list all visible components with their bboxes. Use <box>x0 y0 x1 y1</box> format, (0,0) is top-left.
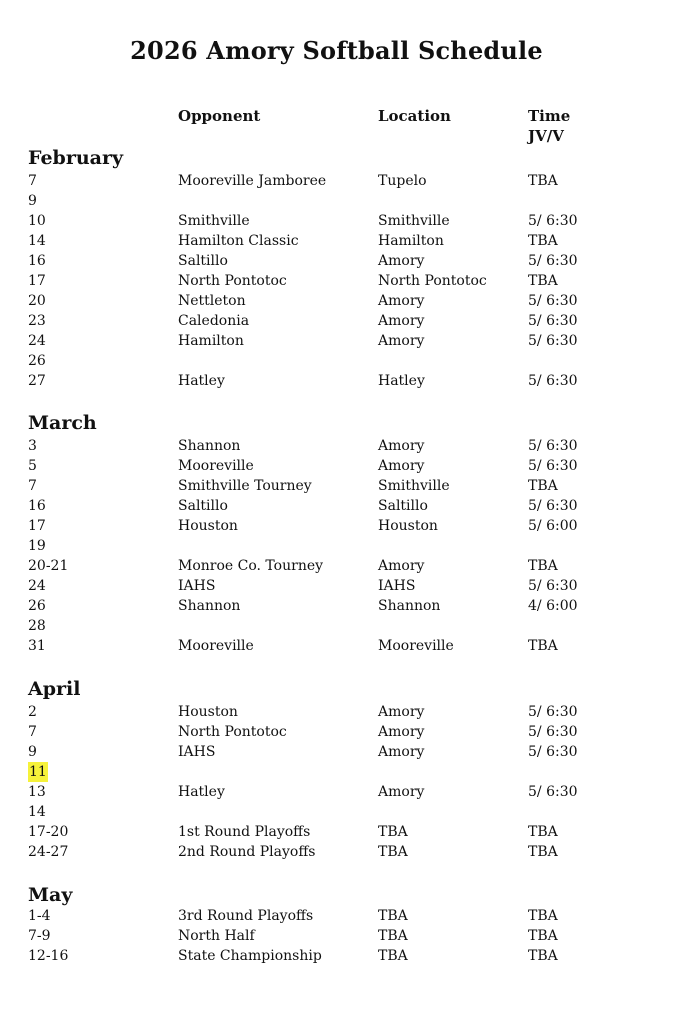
date-cell: 9 <box>28 744 37 760</box>
time-cell: TBA <box>528 844 558 860</box>
time-cell: TBA <box>528 948 558 964</box>
schedule-row <box>0 271 673 291</box>
date-cell: 14 <box>28 233 46 249</box>
page-title: 2026 Amory Softball Schedule <box>130 36 543 65</box>
schedule-row <box>0 576 673 596</box>
opponent-cell: Nettleton <box>178 293 246 309</box>
schedule-row <box>0 802 673 822</box>
schedule-row <box>0 291 673 311</box>
date-cell: 28 <box>28 618 46 634</box>
schedule-row <box>0 371 673 391</box>
schedule-row <box>0 636 673 656</box>
time-cell: 5/ 6:30 <box>528 213 578 229</box>
opponent-cell: Mooreville <box>178 638 254 654</box>
location-cell: Smithville <box>378 478 450 494</box>
location-cell: Hamilton <box>378 233 444 249</box>
opponent-cell: Saltillo <box>178 253 228 269</box>
time-cell: TBA <box>528 478 558 494</box>
opponent-cell: IAHS <box>178 744 216 760</box>
opponent-cell: Saltillo <box>178 498 228 514</box>
time-cell: 5/ 6:00 <box>528 518 578 534</box>
schedule-row <box>0 331 673 351</box>
month-heading: April <box>28 678 81 700</box>
date-cell: 7-9 <box>28 928 51 944</box>
location-cell: Houston <box>378 518 438 534</box>
opponent-cell: State Championship <box>178 948 322 964</box>
opponent-cell: Caledonia <box>178 313 250 329</box>
date-cell: 13 <box>28 784 46 800</box>
location-cell: Saltillo <box>378 498 428 514</box>
schedule-row <box>0 722 673 742</box>
date-cell: 3 <box>28 438 37 454</box>
location-cell: Amory <box>378 558 425 574</box>
schedule-row <box>0 742 673 762</box>
time-cell: TBA <box>528 824 558 840</box>
time-cell: 5/ 6:30 <box>528 333 578 349</box>
opponent-cell: Shannon <box>178 598 241 614</box>
schedule-row <box>0 496 673 516</box>
time-cell: TBA <box>528 638 558 654</box>
date-cell: 31 <box>28 638 46 654</box>
opponent-cell: Hamilton <box>178 333 244 349</box>
time-cell: 5/ 6:30 <box>528 744 578 760</box>
opponent-cell: North Pontotoc <box>178 724 287 740</box>
schedule-row <box>0 191 673 211</box>
date-cell: 5 <box>28 458 37 474</box>
date-cell: 2 <box>28 704 37 720</box>
location-cell: Amory <box>378 333 425 349</box>
opponent-cell: Monroe Co. Tourney <box>178 558 324 574</box>
schedule-row <box>0 702 673 722</box>
schedule-row <box>0 842 673 862</box>
date-cell: 7 <box>28 724 37 740</box>
schedule-row <box>0 926 673 946</box>
time-cell: 5/ 6:30 <box>528 438 578 454</box>
time-cell: 5/ 6:30 <box>528 253 578 269</box>
schedule-row <box>0 782 673 802</box>
location-cell: North Pontotoc <box>378 273 487 289</box>
date-cell: 26 <box>28 598 46 614</box>
date-cell: 16 <box>28 498 46 514</box>
time-cell: 5/ 6:30 <box>528 373 578 389</box>
location-cell: TBA <box>378 908 408 924</box>
date-cell: 20-21 <box>28 558 69 574</box>
schedule-row <box>0 211 673 231</box>
date-cell: 17 <box>28 518 46 534</box>
location-cell: Amory <box>378 784 425 800</box>
schedule-row <box>0 231 673 251</box>
opponent-header: Opponent <box>178 107 261 125</box>
location-cell: Amory <box>378 293 425 309</box>
opponent-cell: Hatley <box>178 373 225 389</box>
time-header: Time <box>528 107 571 125</box>
opponent-cell: North Pontotoc <box>178 273 287 289</box>
time-cell: 5/ 6:30 <box>528 313 578 329</box>
opponent-cell: 2nd Round Playoffs <box>178 844 316 860</box>
date-cell: 24-27 <box>28 844 69 860</box>
month-heading: March <box>28 412 97 434</box>
date-cell: 24 <box>28 578 46 594</box>
opponent-cell: 3rd Round Playoffs <box>178 908 314 924</box>
opponent-cell: Houston <box>178 518 238 534</box>
date-cell: 24 <box>28 333 46 349</box>
opponent-cell: Hamilton Classic <box>178 233 299 249</box>
schedule-row <box>0 616 673 636</box>
opponent-cell: 1st Round Playoffs <box>178 824 311 840</box>
time-cell: 4/ 6:00 <box>528 598 578 614</box>
location-cell: Amory <box>378 458 425 474</box>
opponent-cell: Mooreville Jamboree <box>178 173 327 189</box>
opponent-cell: Smithville <box>178 213 250 229</box>
time-cell: 5/ 6:30 <box>528 293 578 309</box>
location-cell: Smithville <box>378 213 450 229</box>
schedule-row <box>0 171 673 191</box>
opponent-cell: Mooreville <box>178 458 254 474</box>
date-cell: 17 <box>28 273 46 289</box>
schedule-row <box>0 251 673 271</box>
location-cell: Amory <box>378 313 425 329</box>
date-cell: 7 <box>28 173 37 189</box>
date-cell: 14 <box>28 804 46 820</box>
month-heading: February <box>28 147 124 169</box>
date-cell: 23 <box>28 313 46 329</box>
opponent-cell: Hatley <box>178 784 225 800</box>
schedule-row <box>0 516 673 536</box>
time-cell: TBA <box>528 928 558 944</box>
date-cell: 26 <box>28 353 46 369</box>
date-cell: 10 <box>28 213 46 229</box>
schedule-row <box>0 822 673 842</box>
opponent-cell: Shannon <box>178 438 241 454</box>
schedule-row <box>0 556 673 576</box>
location-cell: Amory <box>378 724 425 740</box>
date-cell: 11 <box>29 764 47 780</box>
schedule-row <box>0 436 673 456</box>
location-cell: Amory <box>378 704 425 720</box>
date-cell: 20 <box>28 293 46 309</box>
location-cell: TBA <box>378 844 408 860</box>
location-cell: IAHS <box>378 578 416 594</box>
opponent-cell: North Half <box>178 928 255 944</box>
date-cell: 17-20 <box>28 824 69 840</box>
location-cell: Shannon <box>378 598 441 614</box>
time-cell: TBA <box>528 908 558 924</box>
time-cell: TBA <box>528 273 558 289</box>
time-cell: 5/ 6:30 <box>528 498 578 514</box>
location-cell: Amory <box>378 253 425 269</box>
schedule-row <box>0 311 673 331</box>
location-cell: TBA <box>378 824 408 840</box>
time-cell: TBA <box>528 558 558 574</box>
schedule-row <box>0 456 673 476</box>
time-cell: 5/ 6:30 <box>528 724 578 740</box>
schedule-row <box>0 762 673 782</box>
time-subheader: JV/V <box>528 127 564 145</box>
time-cell: TBA <box>528 173 558 189</box>
opponent-cell: IAHS <box>178 578 216 594</box>
location-cell: Hatley <box>378 373 425 389</box>
schedule-row <box>0 946 673 966</box>
time-cell: 5/ 6:30 <box>528 578 578 594</box>
location-cell: TBA <box>378 928 408 944</box>
location-cell: Mooreville <box>378 638 454 654</box>
opponent-cell: Houston <box>178 704 238 720</box>
schedule-row <box>0 476 673 496</box>
date-cell: 16 <box>28 253 46 269</box>
month-heading: May <box>28 884 73 906</box>
location-cell: TBA <box>378 948 408 964</box>
schedule-row <box>0 536 673 556</box>
time-cell: 5/ 6:30 <box>528 704 578 720</box>
time-cell: TBA <box>528 233 558 249</box>
location-cell: Amory <box>378 438 425 454</box>
date-cell: 7 <box>28 478 37 494</box>
location-cell: Amory <box>378 744 425 760</box>
date-cell: 27 <box>28 373 46 389</box>
schedule-row <box>0 596 673 616</box>
schedule-row <box>0 351 673 371</box>
time-cell: 5/ 6:30 <box>528 784 578 800</box>
date-cell: 19 <box>28 538 46 554</box>
location-cell: Tupelo <box>378 173 427 189</box>
date-cell: 9 <box>28 193 37 209</box>
schedule-row <box>0 906 673 926</box>
date-cell: 1-4 <box>28 908 51 924</box>
location-header: Location <box>378 107 451 125</box>
opponent-cell: Smithville Tourney <box>178 478 312 494</box>
time-cell: 5/ 6:30 <box>528 458 578 474</box>
date-cell: 12-16 <box>28 948 69 964</box>
